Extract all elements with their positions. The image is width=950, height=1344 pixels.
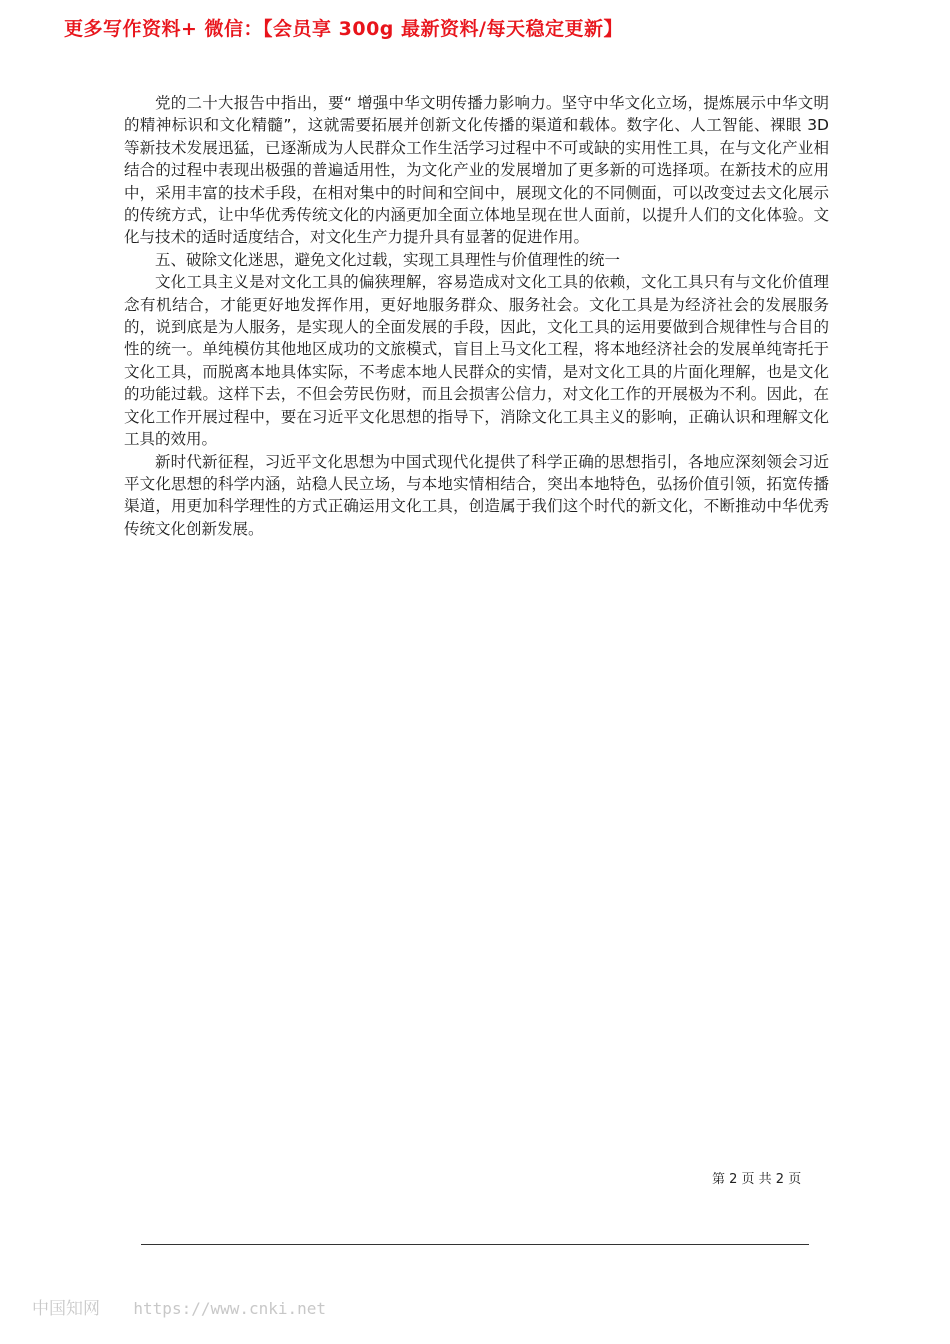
paragraph: 新时代新征程，习近平文化思想为中国式现代化提供了科学正确的思想指引，各地应深刻领会习近平文化思想的科学内涵，站稳人民立场，与本地实情相结合，突出本地特色，弘扬价值引领，拓宽传播渠道，用更加科学理性的方式正确运用文化工具，创造属于我们这个时代的新文化，不断推动中华优秀传统文化创新发展。 <box>124 452 829 538</box>
paragraph: 文化工具主义是对文化工具的偏狭理解，容易造成对文化工具的依赖，文化工具只有与文化价值理念有机结合，才能更好地发挥作用，更好地服务群众、服务社会。文化工具是为经济社会的发展服务的，说到底是为人服务，是实现人的全面发展的手段，因此，文化工具的运用要做到合规律性与合目的性的统一。单纯模仿其他地区成功的文旅模式，盲目上马文化工程，将本地经济社会的发展单纯寄托于文化工具，而脱离本地具体实际，不考虑本地人民群众的实情，是对文化工具的片面化理解，也是文化的功能过载。这样下去，不但会劳民伤财，而且会损害公信力，对文化工作的开展极为不利。因此，在文化工作开展过程中，要在习近平文化思想的指导下，消除文化工具主义的影响，正确认识和理解文化工具的效用。 <box>124 273 829 449</box>
paragraph: 党的二十大报告中指出，要“ 增强中华文明传播力影响力。坚守中华文化立场，提炼展示中华文明的精神标识和文化精髓”，这就需要拓展并创新文化传播的渠道和载体。数字化、人工智能、裸眼 3D 等新技术发展迅猛，已逐渐成为人民群众工作生活学习过程中不可或缺的实用性工具，在与文化产业相结合的过程中表现出极强的普遍适用性，为文化产业的发展增加了更多新的可选择项。在新技术的应用中，采用丰富的技术手段，在相对集中的时间和空间中，展现文化的不同侧面，可以改变过去文化展示的传统方式，让中华优秀传统文化的内涵更加全面立体地呈现在世人面前，以提升人们的文化体验。文化与技术的适时适度结合，对文化生产力提升具有显著的促进作用。 <box>124 94 829 247</box>
promo-banner: 更多写作资料+ 微信：【会员享 300g 最新资料/每天稳定更新】 <box>64 18 623 40</box>
page-number: 第 2 页 共 2 页 <box>712 1172 802 1187</box>
article-body <box>124 92 829 540</box>
watermark <box>32 1294 326 1319</box>
section-heading: 五、破除文化迷思，避免文化过载，实现工具理性与价值理性的统一 <box>155 250 621 269</box>
watermark-name: 中国知网 <box>32 1299 100 1319</box>
watermark-url: https://www.cnki.net <box>133 1299 327 1318</box>
footer-divider <box>141 1244 809 1245</box>
